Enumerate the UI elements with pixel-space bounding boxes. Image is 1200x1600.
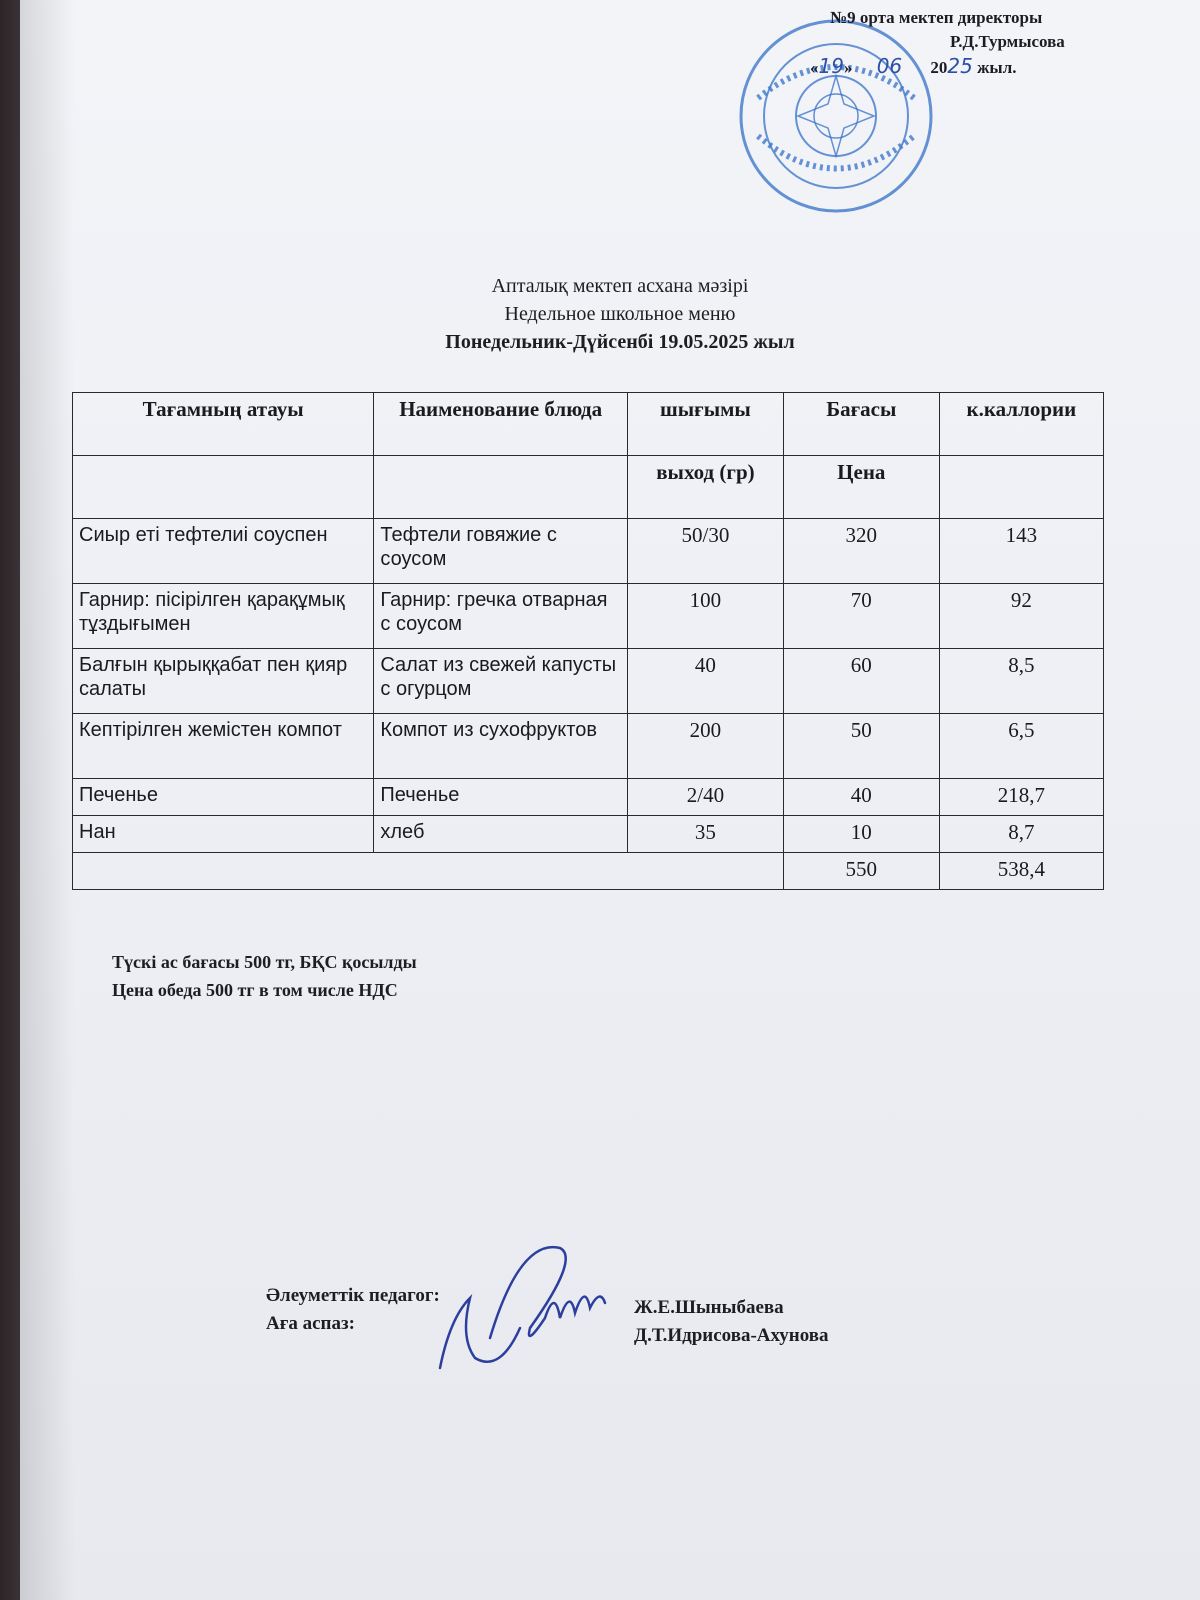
table-row <box>73 714 1104 779</box>
dish-kz: Сиыр еті тефтелиі соуспен <box>73 519 374 584</box>
dish-kz: Гарнир: пісірілген қарақұмық тұздығымен <box>73 584 374 649</box>
dish-kcal: 8,7 <box>939 816 1103 853</box>
title-kz: Апталық мектеп асхана мәзірі <box>491 275 749 297</box>
approval-day: 19 <box>818 54 844 78</box>
approval-year-suffix: 25 <box>947 54 973 78</box>
dish-yield: 100 <box>627 584 783 649</box>
dish-kz: Нан <box>73 816 374 853</box>
dish-kcal: 92 <box>939 584 1103 649</box>
table-row <box>73 649 1104 714</box>
dish-price: 50 <box>783 714 939 779</box>
note-ru: Цена обеда 500 тг в том числе НДС <box>112 980 398 1000</box>
dish-kcal: 8,5 <box>939 649 1103 714</box>
approval-name: Р.Д.Турмысова <box>950 32 1065 51</box>
dish-ru: Компот из сухофруктов <box>374 714 628 779</box>
dish-price: 320 <box>783 519 939 584</box>
dish-kz: Кептірілген жемістен компот <box>73 714 374 779</box>
table-subheader-row <box>73 456 1104 519</box>
total-price: 550 <box>783 853 939 890</box>
dish-kcal: 218,7 <box>939 779 1103 816</box>
subheader-price: Цена <box>783 456 939 519</box>
dish-kz: Балғын қырыққабат пен қияр салаты <box>73 649 374 714</box>
dish-kz: Печенье <box>73 779 374 816</box>
header-name-kz: Тағамның атауы <box>73 393 374 456</box>
dish-ru: хлеб <box>374 816 628 853</box>
dish-ru: Тефтели говяжие с соусом <box>374 519 628 584</box>
dish-ru: Печенье <box>374 779 628 816</box>
subheader-empty <box>939 456 1103 519</box>
role-head-cook: Аға аспаз: <box>266 1313 355 1334</box>
header-yield: шығымы <box>627 393 783 456</box>
approval-year-prefix: 20 <box>930 58 948 77</box>
header-kcal: к.каллории <box>939 393 1103 456</box>
dish-yield: 40 <box>627 649 783 714</box>
approval-block: №9 орта мектеп директоры Р.Д.Турмысова «19» 06 2025 жыл. <box>830 6 1130 80</box>
approval-month: 06 <box>876 54 903 78</box>
table-row <box>73 584 1104 649</box>
header-name-ru: Наименование блюда <box>374 393 628 456</box>
subheader-empty <box>73 456 374 519</box>
dish-ru: Гарнир: гречка отварная с соусом <box>374 584 628 649</box>
dish-price: 10 <box>783 816 939 853</box>
table-header-row <box>73 393 1104 456</box>
header-price: Бағасы <box>783 393 939 456</box>
signer-roles <box>266 1282 440 1338</box>
dish-price: 70 <box>783 584 939 649</box>
title-date: Понедельник-Дүйсенбі 19.05.2025 жыл <box>445 331 795 353</box>
title-block <box>0 272 1200 356</box>
subheader-yield: выход (гр) <box>627 456 783 519</box>
menu-table <box>72 392 1104 890</box>
dish-yield: 50/30 <box>627 519 783 584</box>
approval-year-word: жыл. <box>977 58 1017 77</box>
price-notes <box>112 948 417 1004</box>
dish-price: 60 <box>783 649 939 714</box>
dish-yield: 35 <box>627 816 783 853</box>
approval-director: №9 орта мектеп директоры <box>830 8 1043 27</box>
note-kz: Түскі ас бағасы 500 тг, БҚС қосылды <box>112 952 417 972</box>
dish-kcal: 143 <box>939 519 1103 584</box>
total-label-empty <box>73 853 784 890</box>
table-row <box>73 779 1104 816</box>
table-row <box>73 519 1104 584</box>
table-row <box>73 816 1104 853</box>
paper-shadow <box>20 0 75 1600</box>
signer-names <box>634 1294 829 1350</box>
dish-yield: 2/40 <box>627 779 783 816</box>
dish-ru: Салат из свежей капусты с огурцом <box>374 649 628 714</box>
title-ru: Недельное школьное меню <box>504 303 736 325</box>
table-total-row <box>73 853 1104 890</box>
signature-icon <box>430 1228 620 1378</box>
dish-price: 40 <box>783 779 939 816</box>
total-kcal: 538,4 <box>939 853 1103 890</box>
role-social-pedagogue: Әлеуметтік педагог: <box>266 1285 440 1306</box>
name-social-pedagogue: Ж.Е.Шыныбаева <box>634 1297 784 1318</box>
subheader-empty <box>374 456 628 519</box>
dish-kcal: 6,5 <box>939 714 1103 779</box>
dish-yield: 200 <box>627 714 783 779</box>
name-head-cook: Д.Т.Идрисова-Ахунова <box>634 1325 829 1346</box>
